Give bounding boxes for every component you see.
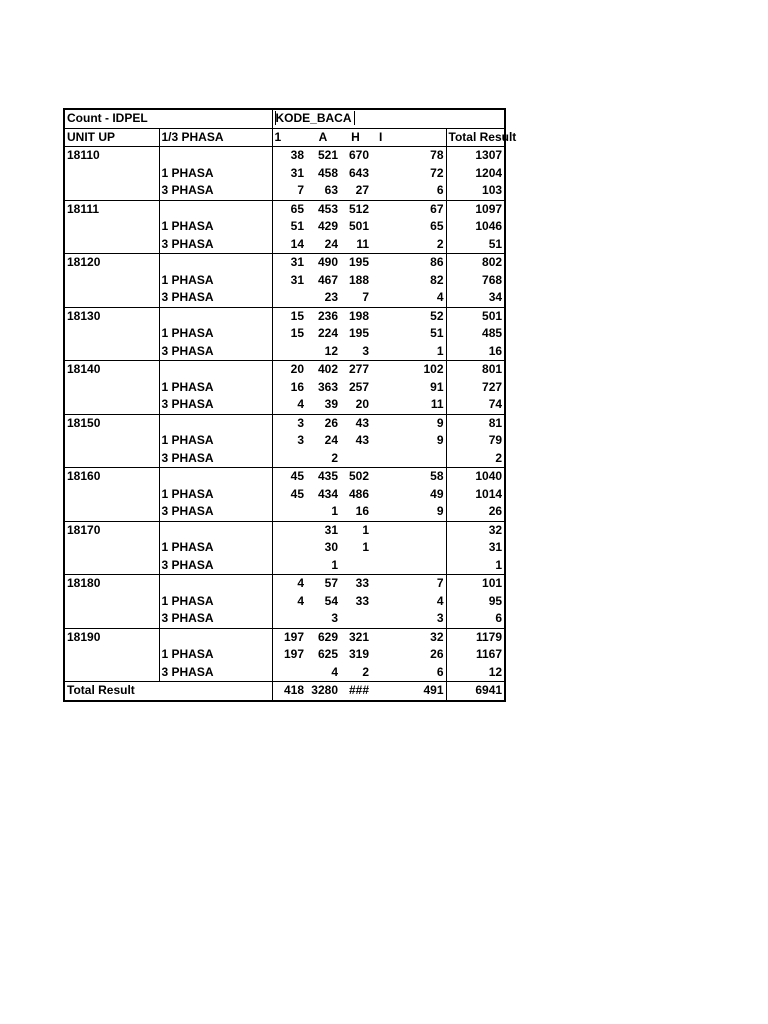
total-cell: 16 — [446, 343, 505, 361]
col-h-cell: 33 — [355, 576, 369, 591]
phasa-cell — [159, 361, 272, 379]
col-a-cell: 467 — [317, 272, 338, 287]
col-h-cell: 1 — [362, 522, 369, 537]
phasa-cell: 3 PHASA — [159, 503, 272, 521]
unit-up-cell: 18160 — [64, 468, 159, 486]
col-a-cell: 402 — [317, 362, 338, 377]
total-cell: 1167 — [476, 647, 503, 662]
col-i-cell — [371, 557, 446, 575]
col-a-cell: 453 — [317, 201, 338, 216]
total-result-row-label: Total Result — [64, 682, 272, 701]
table-row — [64, 539, 505, 557]
col-a-cell: 224 — [317, 326, 338, 341]
table-row — [64, 575, 505, 593]
phasa-cell: 3 PHASA — [159, 396, 272, 414]
col-h-cell: 502 — [348, 469, 369, 484]
phasa-cell — [159, 307, 272, 325]
total-cell: 81 — [488, 415, 503, 430]
unit-up-cell — [64, 486, 159, 504]
col-h-cell: 321 — [348, 629, 369, 644]
total-cell: 1179 — [476, 629, 503, 644]
total-cell: 1046 — [475, 219, 503, 234]
col-i-cell: 102 — [371, 361, 446, 379]
phasa-cell: 3 PHASA — [159, 343, 272, 361]
phasa-cell: 3 PHASA — [159, 182, 272, 200]
table-row — [64, 379, 505, 397]
col-a-cell: 363 — [317, 379, 338, 394]
col-a-cell: 236 — [317, 308, 338, 323]
col-h-cell: 195 — [348, 255, 369, 270]
unit-up-cell — [64, 182, 159, 200]
col-a-label: A — [306, 128, 340, 147]
table-row — [64, 289, 505, 307]
total-col-h: ### — [340, 682, 371, 701]
col-1-cell: 51 — [290, 219, 304, 234]
col-1-cell — [272, 521, 306, 539]
col-1-cell: 16 — [290, 379, 304, 394]
total-cell: 103 — [446, 182, 505, 200]
col-h-cell: 257 — [348, 379, 369, 394]
total-cell: 501 — [482, 308, 503, 323]
col-1-cell: 31 — [290, 272, 304, 287]
col-1-cell: 197 — [283, 629, 304, 644]
col-h-cell: 16 — [340, 503, 371, 521]
unit-up-cell — [64, 539, 159, 557]
total-col-1: 418 — [272, 682, 306, 701]
col-i-cell — [371, 539, 446, 557]
unit-up-label: UNIT UP — [64, 128, 159, 147]
table-row — [64, 361, 505, 379]
col-h-cell: 643 — [348, 165, 369, 180]
total-cell: 95 — [488, 593, 503, 608]
unit-up-cell — [64, 272, 159, 290]
table-row — [64, 254, 505, 272]
total-cell: 74 — [446, 396, 505, 414]
total-cell: 51 — [446, 236, 505, 254]
col-h-cell: 195 — [348, 326, 369, 341]
unit-up-cell: 18190 — [64, 628, 159, 646]
col-h-cell: 2 — [362, 664, 369, 679]
table-row — [64, 236, 505, 254]
table-row — [64, 450, 505, 468]
phasa-cell — [159, 628, 272, 646]
total-cell: 802 — [482, 255, 503, 270]
col-i-cell — [371, 521, 446, 539]
col-a-cell: 434 — [317, 486, 338, 501]
col-h-label: H — [340, 128, 371, 147]
table-row — [64, 182, 505, 200]
unit-up-cell — [64, 593, 159, 611]
phasa-cell: 3 PHASA — [159, 236, 272, 254]
col-h-cell: 198 — [348, 308, 369, 323]
col-1-cell: 197 — [283, 647, 304, 662]
table-row — [64, 218, 505, 236]
phasa-cell: 1 PHASA — [159, 218, 272, 236]
col-i-cell: 11 — [371, 396, 446, 414]
total-cell: 1204 — [475, 165, 503, 180]
col-i-cell: 91 — [371, 379, 446, 397]
total-cell: 1014 — [475, 486, 503, 501]
total-cell: 101 — [482, 576, 503, 591]
phasa-cell: 1 PHASA — [159, 379, 272, 397]
col-i-cell: 4 — [371, 289, 446, 307]
unit-up-cell: 18110 — [64, 147, 159, 165]
total-cell: 32 — [488, 522, 503, 537]
table-row — [64, 432, 505, 450]
phasa-cell: 1 PHASA — [159, 165, 272, 183]
table-row — [64, 503, 505, 521]
col-i-cell: 9 — [371, 414, 446, 432]
phasa-cell: 3 PHASA — [159, 557, 272, 575]
col-h-cell — [340, 557, 371, 575]
kode-baca-label: KODE_BACA — [272, 109, 505, 128]
col-1-cell: 4 — [272, 396, 306, 414]
count-label: Count - IDPEL — [64, 109, 272, 128]
total-cell: 1307 — [475, 148, 503, 163]
col-i-cell: 4 — [371, 593, 446, 611]
col-h-cell: 33 — [355, 593, 369, 608]
total-cell: 768 — [482, 272, 503, 287]
total-cell: 1097 — [475, 201, 503, 216]
col-1-cell — [272, 289, 306, 307]
col-1-cell: 4 — [297, 593, 304, 608]
col-1-cell — [272, 343, 306, 361]
phasa-cell: 1 PHASA — [159, 325, 272, 343]
col-i-cell: 1 — [371, 343, 446, 361]
pivot-table — [63, 108, 517, 702]
unit-up-cell: 18111 — [64, 200, 159, 218]
col-h-cell: 11 — [340, 236, 371, 254]
col-1-cell: 31 — [290, 165, 304, 180]
col-a-cell: 3 — [306, 610, 340, 628]
unit-up-cell: 18170 — [64, 521, 159, 539]
phasa-cell: 1 PHASA — [159, 272, 272, 290]
col-1-cell — [272, 450, 306, 468]
unit-up-cell: 18120 — [64, 254, 159, 272]
unit-up-cell — [64, 289, 159, 307]
phasa-cell: 1 PHASA — [159, 646, 272, 664]
col-a-cell: 54 — [324, 593, 338, 608]
phasa-cell — [159, 414, 272, 432]
col-a-cell: 24 — [306, 236, 340, 254]
col-i-cell: 7 — [371, 575, 446, 593]
col-a-cell: 4 — [331, 664, 338, 679]
total-cell: 1040 — [475, 469, 503, 484]
phasa-label: 1/3 PHASA — [159, 128, 272, 147]
col-i-cell: 9 — [371, 432, 446, 450]
col-a-cell: 1 — [306, 503, 340, 521]
unit-up-cell — [64, 503, 159, 521]
col-a-cell: 31 — [324, 522, 338, 537]
col-i-cell: 58 — [371, 468, 446, 486]
col-h-cell — [340, 610, 371, 628]
col-1-label: 1 — [272, 128, 306, 147]
col-1-cell: 7 — [272, 182, 306, 200]
table-row — [64, 646, 505, 664]
unit-up-cell — [64, 432, 159, 450]
table-row — [64, 272, 505, 290]
table-row — [64, 147, 505, 165]
total-cell: 485 — [482, 326, 503, 341]
col-i-label: I — [371, 128, 446, 147]
phasa-cell — [159, 521, 272, 539]
col-1-cell — [272, 610, 306, 628]
table-row — [64, 557, 505, 575]
total-cell: 1 — [446, 557, 505, 575]
unit-up-cell — [64, 557, 159, 575]
unit-up-cell — [64, 325, 159, 343]
col-a-cell: 1 — [306, 557, 340, 575]
col-h-cell: 43 — [355, 415, 369, 430]
col-a-cell: 30 — [324, 540, 338, 555]
col-1-cell: 31 — [290, 255, 304, 270]
header-row-2 — [64, 128, 505, 147]
col-1-cell: 38 — [290, 148, 304, 163]
total-result-row — [64, 682, 505, 701]
col-h-cell: 43 — [355, 433, 369, 448]
col-1-cell: 45 — [290, 469, 304, 484]
col-a-cell: 2 — [306, 450, 340, 468]
col-a-cell: 39 — [306, 396, 340, 414]
table-row — [64, 396, 505, 414]
phasa-cell — [159, 147, 272, 165]
col-h-cell: 486 — [348, 486, 369, 501]
unit-up-cell: 18140 — [64, 361, 159, 379]
col-i-cell: 32 — [371, 628, 446, 646]
table-row — [64, 200, 505, 218]
total-col-i: 491 — [371, 682, 446, 701]
col-a-cell: 629 — [317, 629, 338, 644]
phasa-cell: 3 PHASA — [159, 664, 272, 682]
table-row — [64, 664, 505, 682]
col-1-cell — [272, 539, 306, 557]
col-i-cell: 65 — [371, 218, 446, 236]
unit-up-cell: 18180 — [64, 575, 159, 593]
col-1-cell: 3 — [297, 415, 304, 430]
col-1-cell: 14 — [272, 236, 306, 254]
phasa-cell: 1 PHASA — [159, 593, 272, 611]
total-cell: 727 — [482, 379, 503, 394]
total-result-label: Total Result — [446, 128, 505, 147]
total-cell: 31 — [488, 540, 503, 555]
col-a-cell: 490 — [317, 255, 338, 270]
col-h-cell: 670 — [348, 148, 369, 163]
unit-up-cell — [64, 610, 159, 628]
col-h-cell: 20 — [340, 396, 371, 414]
col-i-cell: 51 — [371, 325, 446, 343]
col-h-cell: 277 — [348, 362, 369, 377]
phasa-cell: 1 PHASA — [159, 539, 272, 557]
unit-up-cell — [64, 664, 159, 682]
unit-up-cell — [64, 379, 159, 397]
header-row-1 — [64, 109, 505, 128]
col-i-cell: 72 — [371, 165, 446, 183]
col-i-cell: 2 — [371, 236, 446, 254]
col-1-cell: 20 — [290, 362, 304, 377]
col-a-cell: 57 — [324, 576, 338, 591]
phasa-cell: 1 PHASA — [159, 432, 272, 450]
col-1-cell — [272, 503, 306, 521]
col-i-cell: 78 — [371, 147, 446, 165]
col-a-cell: 26 — [324, 415, 338, 430]
unit-up-cell — [64, 218, 159, 236]
total-cell: 79 — [488, 433, 503, 448]
unit-up-cell: 18150 — [64, 414, 159, 432]
col-i-cell: 49 — [371, 486, 446, 504]
col-1-cell: 15 — [290, 308, 304, 323]
col-a-cell: 458 — [317, 165, 338, 180]
unit-up-cell — [64, 396, 159, 414]
phasa-cell — [159, 575, 272, 593]
phasa-cell: 3 PHASA — [159, 450, 272, 468]
phasa-cell — [159, 200, 272, 218]
total-cell: 2 — [446, 450, 505, 468]
col-h-cell: 501 — [348, 219, 369, 234]
phasa-cell: 3 PHASA — [159, 289, 272, 307]
col-i-cell: 6 — [371, 182, 446, 200]
unit-up-cell — [64, 236, 159, 254]
col-1-cell — [272, 664, 306, 682]
col-h-cell: 7 — [340, 289, 371, 307]
col-a-cell: 429 — [317, 219, 338, 234]
table-row — [64, 307, 505, 325]
col-1-cell: 3 — [297, 433, 304, 448]
col-a-cell: 23 — [306, 289, 340, 307]
unit-up-cell: 18130 — [64, 307, 159, 325]
col-1-cell — [272, 557, 306, 575]
col-i-cell: 9 — [371, 503, 446, 521]
col-1-cell: 4 — [297, 576, 304, 591]
table-row — [64, 414, 505, 432]
col-a-cell: 435 — [317, 469, 338, 484]
col-i-cell: 3 — [371, 610, 446, 628]
table-row — [64, 628, 505, 646]
table-row — [64, 486, 505, 504]
col-a-cell: 625 — [317, 647, 338, 662]
table-row — [64, 325, 505, 343]
col-h-cell: 188 — [348, 272, 369, 287]
total-col-a: 3280 — [306, 682, 340, 701]
col-h-cell: 1 — [362, 540, 369, 555]
unit-up-cell — [64, 343, 159, 361]
table-row — [64, 610, 505, 628]
col-1-cell: 65 — [290, 201, 304, 216]
table-row — [64, 593, 505, 611]
col-a-cell: 24 — [324, 433, 338, 448]
col-i-cell: 82 — [371, 272, 446, 290]
col-h-cell: 27 — [340, 182, 371, 200]
grand-total: 6941 — [446, 682, 505, 701]
unit-up-cell — [64, 450, 159, 468]
col-1-cell: 45 — [290, 486, 304, 501]
table-row — [64, 521, 505, 539]
phasa-cell: 3 PHASA — [159, 610, 272, 628]
unit-up-cell — [64, 165, 159, 183]
total-cell: 12 — [488, 664, 503, 679]
col-h-cell — [340, 450, 371, 468]
table-row — [64, 343, 505, 361]
col-h-cell: 512 — [348, 201, 369, 216]
phasa-cell — [159, 254, 272, 272]
col-i-cell: 52 — [371, 307, 446, 325]
col-a-cell: 521 — [317, 148, 338, 163]
col-i-cell: 86 — [371, 254, 446, 272]
phasa-cell: 1 PHASA — [159, 486, 272, 504]
total-cell: 34 — [446, 289, 505, 307]
col-a-cell: 12 — [306, 343, 340, 361]
col-i-cell: 26 — [371, 646, 446, 664]
col-a-cell: 63 — [306, 182, 340, 200]
total-cell: 26 — [446, 503, 505, 521]
col-i-cell — [371, 450, 446, 468]
col-1-cell: 15 — [290, 326, 304, 341]
col-i-cell: 67 — [371, 200, 446, 218]
total-cell: 6 — [446, 610, 505, 628]
unit-up-cell — [64, 646, 159, 664]
col-h-cell: 3 — [340, 343, 371, 361]
total-cell: 801 — [482, 362, 503, 377]
table-row — [64, 165, 505, 183]
col-h-cell: 319 — [348, 647, 369, 662]
col-i-cell: 6 — [371, 664, 446, 682]
phasa-cell — [159, 468, 272, 486]
table-row — [64, 468, 505, 486]
